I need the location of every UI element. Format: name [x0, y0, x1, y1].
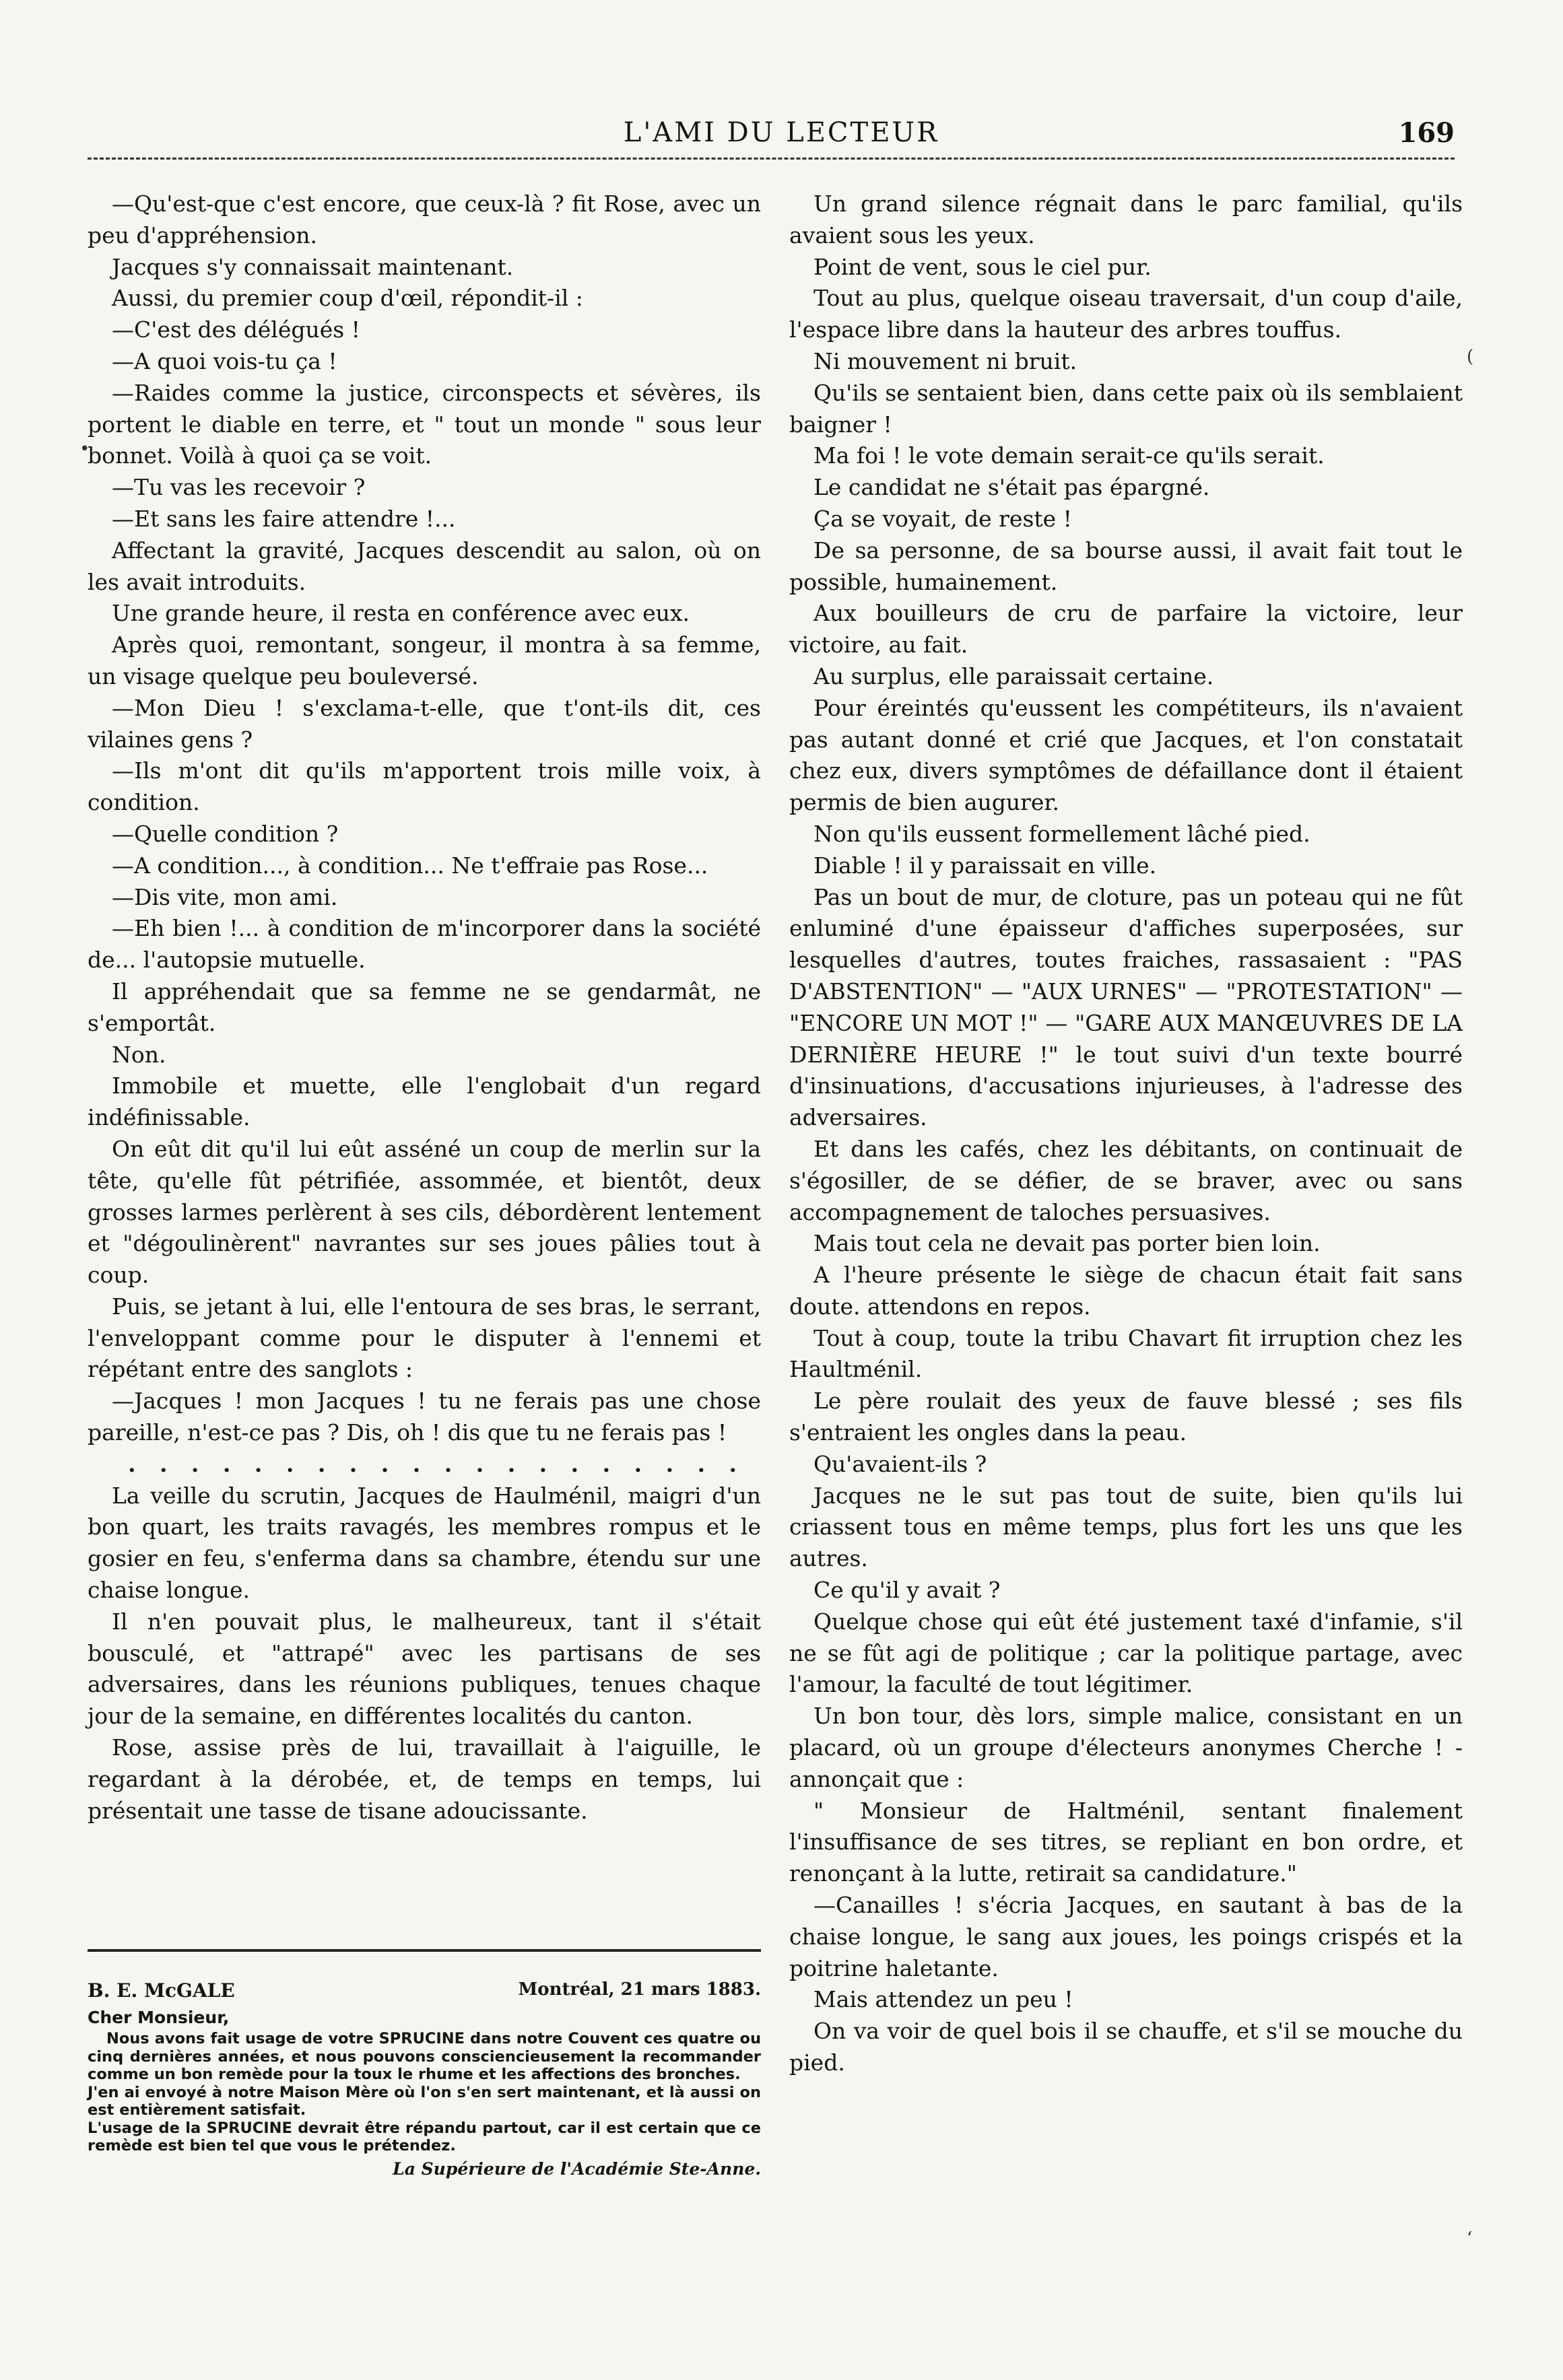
paragraph: Mais tout cela ne devait pas porter bien loin.: [813, 1230, 1321, 1257]
paragraph: Et dans les cafés, chez les débitants, on continuait de s'égosiller, de se défier, de se braver, avec ou sans accompagnement de taloches persuasives.: [789, 1135, 1463, 1225]
paragraph: Ça se voyait, de reste !: [813, 505, 1072, 532]
paragraph: A l'heure présente le siège de chacun était fait sans doute. attendons en repos.: [789, 1262, 1463, 1320]
paragraph: Affectant la gravité, Jacques descendit au salon, où on les avait introduits.: [88, 537, 761, 595]
paragraph: Pour éreintés qu'eussent les compétiteurs, ils n'avaient pas autant donné et crié que Jacques, et l'on constatait chez eux, divers symptômes de défaillance dont il étaient permis de bien augurer.: [789, 694, 1463, 816]
paragraph: Pas un bout de mur, de cloture, pas un poteau qui ne fût enluminé d'une épaisseur d'affiches superposées, sur lesquelles d'autres, toutes fraiches, rassasaient : "PAS D'ABSTENTION" — "AUX URNES" — "PROTESTATION" — "ENCORE UN MOT !" — "GARE AUX MANŒUVRES DE LA DERNIÈRE HEURE !" le tout suivi d'un texte bourré d'insinuations, d'accusations injurieuses, à l'adresse des adversaires.: [789, 883, 1463, 1131]
paragraph: Immobile et muette, elle l'englobait d'un regard indéfinissable.: [88, 1073, 761, 1131]
paragraph: Un grand silence régnait dans le parc familial, qu'ils avaient sous les yeux.: [789, 191, 1463, 248]
paragraph: —Jacques ! mon Jacques ! tu ne ferais pas une chose pareille, n'est-ce pas ? Dis, oh ! dis que tu ne ferais pas !: [88, 1388, 761, 1446]
paragraph: —Tu vas les recevoir ?: [112, 474, 366, 501]
paragraph: Diable ! il y paraissait en ville.: [813, 852, 1157, 879]
paragraph: Non.: [112, 1041, 166, 1068]
page-number: 169: [1398, 117, 1455, 149]
paragraph: On va voir de quel bois il se chauffe, et s'il se mouche du pied.: [789, 2018, 1463, 2076]
paragraph: —Canailles ! s'écria Jacques, en sautant à bas de la chaise longue, le sang aux joues, les poings crispés et la poitrine haletante.: [789, 1892, 1463, 1981]
paragraph: —Et sans les faire attendre !...: [112, 505, 456, 532]
paragraph: Le candidat ne s'était pas épargné.: [813, 474, 1210, 501]
paragraph: La veille du scrutin, Jacques de Haulménil, maigri d'un bon quart, les traits ravagés, les membres rompus et le gosier en feu, s'enferma dans sa chambre, étendu sur une chaise longue.: [88, 1482, 761, 1604]
paragraph: —Qu'est-que c'est encore, que ceux-là ? fit Rose, avec un peu d'appréhension.: [88, 191, 761, 248]
paragraph: Aussi, du premier coup d'œil, répondit-il :: [112, 285, 583, 312]
advertisement: [88, 1979, 761, 2179]
paragraph: Rose, assise près de lui, travaillait à l'aiguille, le regardant à la dérobée, et, de temps en temps, lui présentait une tasse de tisane adoucissante.: [88, 1734, 761, 1824]
paragraph: —Dis vite, mon ami.: [112, 883, 338, 910]
paragraph: —Quelle condition ?: [112, 820, 339, 847]
paragraph: Qu'ils se sentaient bien, dans cette paix où ils semblaient baigner !: [789, 379, 1463, 438]
paragraph: Il n'en pouvait plus, le malheureux, tant il s'était bousculé, et "attrapé" avec les partisans de ses adversaires, dans les réunions publiques, tenues chaque jour de la semaine, en différentes localités du canton.: [88, 1608, 761, 1730]
paragraph: —C'est des délégués !: [112, 316, 360, 343]
margin-mark: (: [1467, 347, 1474, 367]
paragraph: Puis, se jetant à lui, elle l'entoura de ses bras, le serrant, l'enveloppant comme pour le disputer à l'ennemi et répétant entre des sanglots :: [88, 1293, 761, 1383]
paragraph: Aux bouilleurs de cru de parfaire la victoire, leur victoire, au fait.: [789, 600, 1463, 658]
advert-dateline: Montréal, 21 mars 1883.: [518, 1979, 761, 2000]
running-header: [88, 113, 1475, 154]
paragraph: —Eh bien !... à condition de m'incorporer dans la société de... l'autopsie mutuelle.: [88, 915, 761, 974]
paragraph: Qu'avaient-ils ?: [813, 1450, 987, 1477]
advert-salutation: Cher Monsieur,: [88, 2008, 230, 2027]
journal-title: L'AMI DU LECTEUR: [623, 117, 939, 148]
paragraph: Une grande heure, il resta en conférence avec eux.: [112, 600, 690, 627]
advert-paragraph: Nous avons fait usage de votre SPRUCINE dans notre Couvent ces quatre ou cinq dernières années, et nous pouvons consciencieusement la recommander comme un bon remède pour la toux le rhume et les affections des bronches.: [88, 2030, 761, 2083]
right-column: [789, 189, 1463, 2079]
paragraph: Ni mouvement ni bruit.: [813, 347, 1077, 374]
advert-rule: [88, 1949, 761, 1952]
paragraph: Non qu'ils eussent formellement lâché pied.: [813, 820, 1310, 847]
paragraph: —A condition..., à condition... Ne t'effraie pas Rose...: [112, 852, 708, 879]
advert-body: [88, 2030, 761, 2155]
header-rule: [88, 158, 1455, 160]
paragraph: Après quoi, remontant, songeur, il montra à sa femme, un visage quelque peu bouleversé.: [88, 632, 761, 689]
margin-bullet: •: [79, 439, 90, 459]
margin-mark: ‘: [1467, 2229, 1473, 2249]
left-column: [88, 189, 761, 1827]
paragraph: Jacques ne le sut pas tout de suite, bien qu'ils lui criassent tous en même temps, plus fort les uns que les autres.: [789, 1482, 1463, 1572]
advert-signature: La Supérieure de l'Académie Ste-Anne.: [393, 2158, 761, 2179]
paragraph: " Monsieur de Haltménil, sentant finalement l'insuffisance de ses titres, se repliant en bon ordre, et renonçant à la lutte, retirait sa candidature.": [789, 1797, 1463, 1887]
paragraph: Le père roulait des yeux de fauve blessé ; ses fils s'entraient les ongles dans la peau.: [789, 1388, 1463, 1446]
advert-paragraph: L'usage de la SPRUCINE devrait être répandu partout, car il est certain que ce remède est bien tel que vous le prétendez.: [88, 2119, 761, 2154]
paragraph: Quelque chose qui eût été justement taxé d'infamie, s'il ne se fût agi de politique ; car la politique partage, avec l'amour, la faculté de tout légitimer.: [789, 1608, 1463, 1698]
paragraph: —Mon Dieu ! s'exclama-t-elle, que t'ont-ils dit, ces vilaines gens ?: [88, 694, 761, 753]
paragraph: De sa personne, de sa bourse aussi, il avait fait tout le possible, humainement.: [789, 537, 1463, 595]
paragraph: Ce qu'il y avait ?: [813, 1577, 1001, 1604]
paragraph: Ma foi ! le vote demain serait-ce qu'ils serait.: [813, 442, 1325, 469]
paragraph: Un bon tour, dès lors, simple malice, consistant en un placard, où un groupe d'électeurs anonymes Cherche ! - annonçait que :: [789, 1703, 1463, 1792]
paragraph: Tout au plus, quelque oiseau traversait, d'un coup d'aile, l'espace libre dans la hauteur des arbres touffus.: [789, 285, 1463, 343]
paragraph: Au surplus, elle paraissait certaine.: [813, 662, 1214, 689]
paragraph: Point de vent, sous le ciel pur.: [813, 253, 1152, 280]
paragraph: Tout à coup, toute la tribu Chavart fit irruption chez les Haultménil.: [789, 1324, 1463, 1383]
paragraph: —A quoi vois-tu ça !: [112, 347, 337, 374]
advert-paragraph: J'en ai envoyé à notre Maison Mère où l'on s'en sert maintenant, et là aussi on est entièrement satisfait.: [88, 2083, 761, 2119]
paragraph: Mais attendez un peu !: [813, 1986, 1073, 2013]
paragraph: On eût dit qu'il lui eût asséné un coup de merlin sur la tête, qu'elle fût pétrifiée, assommée, et bientôt, deux grosses larmes perlèrent à ses cils, débordèrent lentement et "dégoulinèrent" navrantes sur ses joues pâlies tout à coup.: [88, 1135, 761, 1289]
paragraph: Jacques s'y connaissait maintenant.: [112, 253, 514, 280]
paragraph: —Ils m'ont dit qu'ils m'apportent trois mille voix, à condition.: [88, 757, 761, 816]
section-break: . . . . . . . . . . . . . . . . . . . .: [127, 1450, 745, 1477]
advert-firm: B. E. McGALE: [88, 1979, 235, 2002]
paragraph: —Raides comme la justice, circonspects et sévères, ils portent le diable en terre, et " tout un monde " sous leur bonnet. Voilà à quoi ça se voit.: [88, 379, 761, 469]
paragraph: Il appréhendait que sa femme ne se gendarmât, ne s'emportât.: [88, 978, 761, 1036]
advert-header: [88, 1979, 761, 2006]
